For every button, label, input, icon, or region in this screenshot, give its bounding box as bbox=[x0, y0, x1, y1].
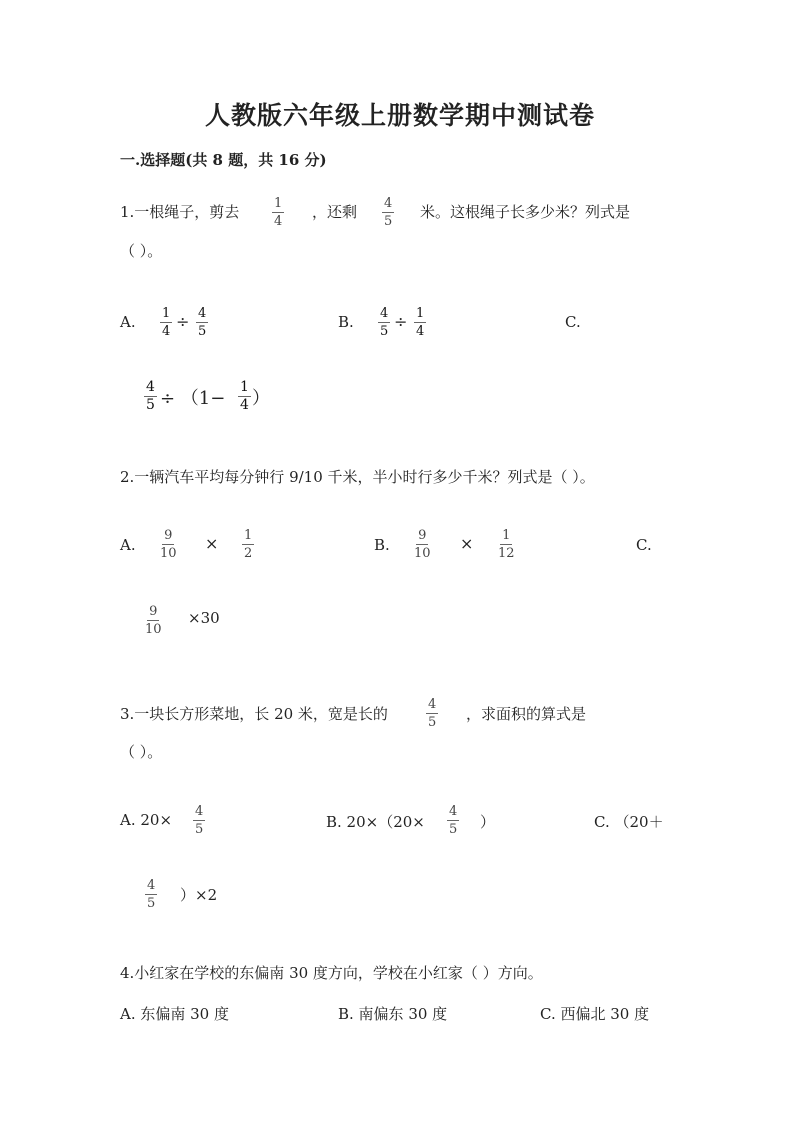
q4-option-c[interactable]: C. 西偏北 30 度 bbox=[540, 1005, 650, 1023]
option-label: C. bbox=[636, 536, 652, 554]
fraction-denominator: 5 bbox=[449, 822, 458, 837]
section-heading: 一.选择题(共 8 题，共 16 分) bbox=[120, 151, 327, 169]
option-fraction bbox=[160, 528, 177, 561]
q1-stem-part-1: 1.一根绳子，剪去 bbox=[120, 203, 240, 221]
fraction-numerator: 9 bbox=[418, 528, 427, 543]
fraction-denominator: 4 bbox=[416, 324, 425, 339]
q1-stem-part-2: ，还剩 bbox=[312, 203, 358, 221]
fraction-numerator: 4 bbox=[146, 379, 155, 395]
option-expression: ×30 bbox=[188, 609, 220, 627]
option-label: B. bbox=[338, 313, 354, 331]
fraction-denominator: 5 bbox=[146, 397, 155, 413]
option-label: A. bbox=[120, 313, 136, 331]
fraction-denominator: 5 bbox=[380, 324, 389, 339]
multiply-sign: × bbox=[205, 534, 219, 553]
q1-fraction-remaining bbox=[382, 196, 394, 229]
option-expression: ）×2 bbox=[180, 886, 218, 904]
option-fraction bbox=[196, 306, 208, 339]
option-fraction bbox=[193, 804, 205, 837]
divide-sign: ÷ bbox=[394, 312, 408, 331]
option-label: A. bbox=[120, 536, 136, 554]
option-fraction bbox=[414, 306, 426, 339]
fraction-denominator: 5 bbox=[428, 715, 437, 730]
fraction-denominator: 5 bbox=[195, 822, 204, 837]
q2-stem: 2.一辆汽车平均每分钟行 9/10 千米，半小时行多少千米？列式是（ ）。 bbox=[120, 468, 595, 486]
fraction-denominator: 5 bbox=[198, 324, 207, 339]
option-fraction bbox=[238, 380, 251, 413]
q3-stem-part-2: ，求面积的算式是 bbox=[466, 705, 587, 723]
q3-stem-part-1: 3.一块长方形菜地，长 20 米，宽是长的 bbox=[120, 705, 388, 723]
option-label: B. bbox=[374, 536, 390, 554]
option-fraction bbox=[378, 306, 390, 339]
option-close-paren: ） bbox=[480, 813, 496, 831]
option-label: A. 20× bbox=[120, 811, 173, 829]
fraction-numerator: 1 bbox=[502, 528, 511, 543]
option-fraction bbox=[414, 528, 431, 561]
option-fraction bbox=[145, 878, 157, 911]
multiply-sign: × bbox=[460, 534, 474, 553]
fraction-numerator: 9 bbox=[149, 604, 158, 619]
fraction-numerator: 4 bbox=[198, 306, 207, 321]
q4-stem: 4.小红家在学校的东偏南 30 度方向，学校在小红家（ ）方向。 bbox=[120, 964, 543, 982]
fraction-denominator: 10 bbox=[160, 546, 177, 561]
fraction-denominator: 10 bbox=[414, 546, 431, 561]
fraction-numerator: 1 bbox=[274, 196, 283, 211]
option-fraction bbox=[447, 804, 459, 837]
fraction-numerator: 4 bbox=[195, 804, 204, 819]
option-label: C. bbox=[565, 313, 581, 331]
option-expression: ÷ （1− bbox=[160, 388, 226, 409]
fraction-denominator: 5 bbox=[384, 214, 393, 229]
fraction-denominator: 4 bbox=[274, 214, 283, 229]
option-fraction bbox=[498, 528, 515, 561]
fraction-numerator: 1 bbox=[162, 306, 171, 321]
option-fraction bbox=[242, 528, 254, 561]
fraction-denominator: 4 bbox=[240, 397, 249, 413]
q1-stem-blank: （ ）。 bbox=[120, 242, 163, 260]
option-fraction bbox=[160, 306, 172, 339]
divide-sign: ÷ bbox=[176, 312, 190, 331]
page-title: 人教版六年级上册数学期中测试卷 bbox=[204, 101, 595, 130]
q3-fraction-width bbox=[426, 697, 438, 730]
option-close-paren: ） bbox=[252, 388, 270, 409]
fraction-numerator: 4 bbox=[147, 878, 156, 893]
fraction-numerator: 1 bbox=[240, 379, 249, 395]
q1-stem-part-3: 米。这根绳子长多少米？列式是 bbox=[420, 203, 631, 221]
q4-option-b[interactable]: B. 南偏东 30 度 bbox=[338, 1005, 448, 1023]
fraction-denominator: 5 bbox=[147, 896, 156, 911]
option-label: B. 20×（20× bbox=[326, 813, 425, 831]
fraction-numerator: 1 bbox=[416, 306, 425, 321]
fraction-numerator: 4 bbox=[449, 804, 458, 819]
q4-option-a[interactable]: A. 东偏南 30 度 bbox=[120, 1005, 229, 1023]
fraction-denominator: 10 bbox=[145, 622, 162, 637]
q1-fraction-cut bbox=[272, 196, 284, 229]
q3-stem-blank: （ ）。 bbox=[120, 743, 163, 761]
fraction-denominator: 4 bbox=[162, 324, 171, 339]
fraction-numerator: 4 bbox=[428, 697, 437, 712]
fraction-numerator: 4 bbox=[384, 196, 393, 211]
fraction-numerator: 4 bbox=[380, 306, 389, 321]
fraction-denominator: 12 bbox=[498, 546, 515, 561]
option-fraction bbox=[145, 604, 162, 637]
fraction-denominator: 2 bbox=[244, 546, 253, 561]
option-label: C. （20＋ bbox=[594, 813, 664, 831]
fraction-numerator: 1 bbox=[244, 528, 253, 543]
option-fraction bbox=[144, 380, 157, 413]
fraction-numerator: 9 bbox=[164, 528, 173, 543]
